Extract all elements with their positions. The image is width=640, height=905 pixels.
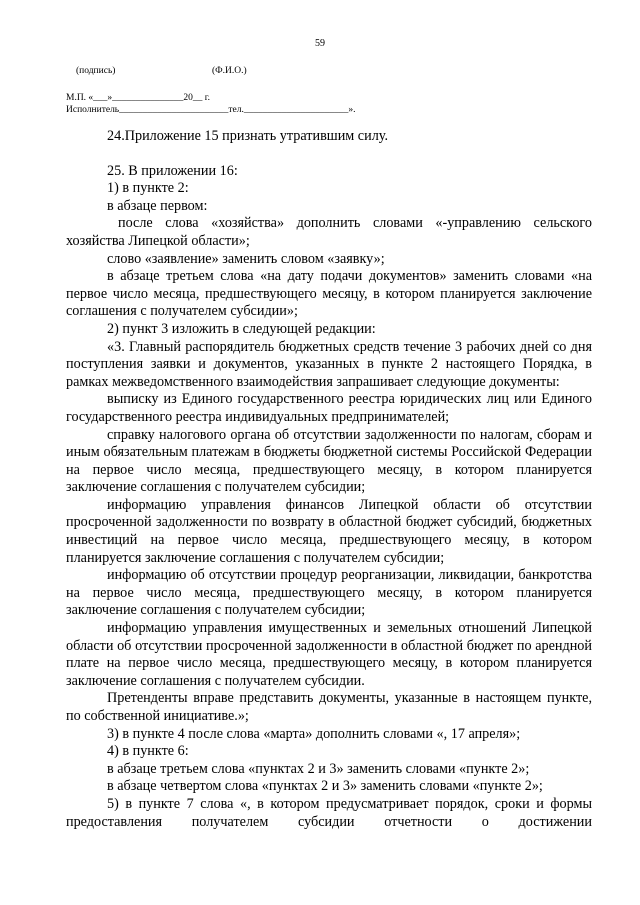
paragraph: после слова «хозяйства» дополнить словами «-управлению сельского хозяйства Липецкой области»; bbox=[66, 215, 592, 249]
paragraph: выписку из Единого государственного реестра юридических лиц или Единого государственного реестра индивидуальных предпринимателей; bbox=[66, 391, 592, 425]
paragraph: справку налогового органа об отсутствии задолженности по налогам, сборам и иным обязательным платежам в бюджеты бюджетной системы Российской Федерации на первое число месяца, предшествующего месяцу, в котором планируется заключение соглашения с получателем субсидии; bbox=[66, 426, 592, 496]
paragraph: в абзаце первом: bbox=[107, 197, 208, 214]
paragraph: 24.Приложение 15 признать утратившим силу. bbox=[107, 128, 388, 144]
paragraph: 3) в пункте 4 после слова «марта» дополнить словами «, 17 апреля»; bbox=[107, 725, 521, 742]
paragraph: информацию управления финансов Липецкой области об отсутствии просроченной задолженности по возврату в областной бюджет субсидий, бюджетных инвестиций на первое число месяца, предшествующего месяцу, в котором планируется заключение соглашения с получателем субсидии; bbox=[66, 496, 592, 566]
fio-label: (Ф.И.О.) bbox=[212, 66, 247, 76]
document-body bbox=[66, 128, 592, 831]
paragraph: 4) в пункте 6: bbox=[107, 743, 189, 760]
paragraph: слово «заявление» заменить словом «заявку»; bbox=[107, 250, 385, 267]
paragraph: «3. Главный распорядитель бюджетных средств течение 3 рабочих дней со дня поступления заявки и документов, указанных в пункте 2 настоящего Порядка, в рамках межведомственного взаимодействия запрашивает следующие документы: bbox=[66, 338, 592, 390]
paragraph: 25. В приложении 16: bbox=[107, 162, 238, 179]
paragraph: 5) в пункте 7 слова «, в котором предусматривает порядок, сроки и формы предоставления получателем субсидии отчетности о достижении bbox=[66, 795, 592, 830]
paragraph: 1) в пункте 2: bbox=[107, 180, 189, 197]
paragraph: в абзаце третьем слова «на дату подачи документов» заменить словами «на первое число месяца, предшествующего месяцу, в котором планируется заключение соглашения с получателем субсидии»; bbox=[66, 268, 592, 320]
mp-line: М.П. «___»_______________20__ г. bbox=[66, 93, 211, 103]
paragraph: информацию управления имущественных и земельных отношений Липецкой области об отсутствии просроченной задолженности в областной бюджет по арендной плате на первое число месяца, предшествующего месяцу, в котором планируется заключение соглашения с получателем субсидии. bbox=[66, 620, 592, 689]
signature-label: (подпись) bbox=[76, 66, 116, 76]
paragraph: 2) пункт 3 изложить в следующей редакции: bbox=[107, 320, 376, 337]
paragraph: информацию об отсутствии процедур реорганизации, ликвидации, банкротства на первое число месяца, предшествующего месяцу, в котором планируется заключение соглашения с получателем субсидии; bbox=[66, 567, 592, 619]
paragraph: Претенденты вправе представить документы, указанные в настоящем пункте, по собственной инициативе.»; bbox=[66, 690, 592, 724]
paragraph: в абзаце третьем слова «пунктах 2 и 3» заменить словами «пункте 2»; bbox=[107, 760, 530, 777]
paragraph: в абзаце четвертом слова «пунктах 2 и 3» заменить словами «пункте 2»; bbox=[107, 778, 543, 795]
executor-line: Исполнитель_______________________тел.______________________». bbox=[66, 105, 356, 115]
page-number: 59 bbox=[315, 38, 325, 49]
